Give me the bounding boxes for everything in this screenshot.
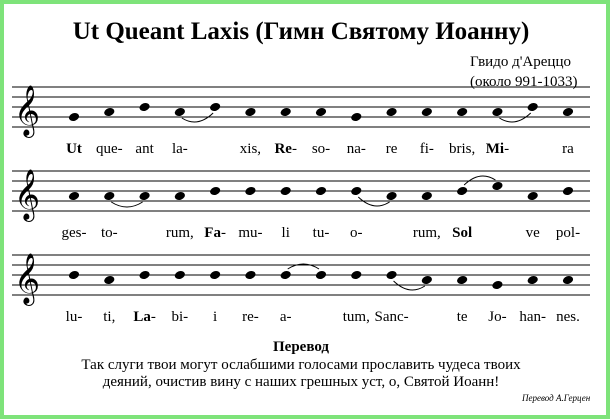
lyric-syllable: na- — [346, 141, 366, 157]
lyric-syllable: ant — [135, 141, 154, 157]
lyric-syllable: Sanc- — [374, 309, 409, 325]
note-head — [527, 102, 539, 113]
lyric-syllable: te — [456, 309, 468, 325]
lyric-syllable: tum, — [342, 309, 370, 325]
note-head — [385, 270, 397, 281]
lyric-syllable: Sol — [452, 225, 473, 241]
page-title: Ut Queant Laxis (Гимн Святому Иоанну) — [72, 18, 530, 45]
lyric-syllable: bris, — [449, 141, 476, 157]
lyric-syllable: la- — [171, 141, 188, 157]
note-head — [209, 186, 221, 197]
note-head — [385, 107, 397, 118]
lyric-syllable: li — [281, 225, 290, 241]
lyric-syllable: fi- — [419, 141, 434, 157]
treble-clef-icon: 𝄞 — [14, 253, 41, 304]
lyric-syllable: i — [213, 309, 218, 325]
note-head — [315, 186, 327, 197]
staff-system — [12, 169, 590, 241]
composer-dates: (около 991-1033) — [470, 74, 578, 90]
note-head — [385, 191, 397, 202]
note-head — [174, 107, 186, 118]
lyric-syllable: rum, — [412, 225, 441, 241]
translation-line-1: Так слуги твои могут ослабшими голосами прославить чудеса твоих — [81, 357, 521, 373]
lyric-syllable: Fa- — [204, 225, 226, 241]
lyric-syllable: re — [385, 141, 398, 157]
lyric-syllable: que- — [95, 141, 123, 157]
note-head — [421, 275, 433, 286]
note-head — [280, 270, 292, 281]
note-head — [350, 186, 362, 197]
note-head — [456, 107, 468, 118]
note-head — [138, 270, 150, 281]
note-head — [244, 107, 256, 118]
note-head — [527, 275, 539, 286]
lyric-syllable: ra — [562, 141, 574, 157]
note-head — [280, 107, 292, 118]
lyric-syllable: nes. — [556, 309, 580, 325]
note-head — [350, 112, 362, 123]
lyric-syllable: Ut — [66, 141, 82, 157]
lyric-syllable: mu- — [238, 225, 263, 241]
translation-heading: Перевод — [273, 339, 329, 355]
note-head — [244, 270, 256, 281]
translation-text — [0, 357, 602, 391]
note-head — [315, 107, 327, 118]
lyric-syllable: so- — [311, 141, 331, 157]
note-head — [174, 270, 186, 281]
lyric-syllable: han- — [519, 309, 547, 325]
note-head — [68, 112, 80, 123]
lyric-syllable: La- — [133, 309, 156, 325]
note-head — [103, 107, 115, 118]
note-head — [244, 186, 256, 197]
translation-line-2: деяний, очистив вину с наших грешных уст, о, Святой Иоанн! — [102, 374, 500, 390]
lyric-syllable: tu- — [312, 225, 330, 241]
note-head — [68, 270, 80, 281]
lyric-syllable: a- — [279, 309, 292, 325]
lyric-syllable: bi- — [171, 309, 189, 325]
note-head — [103, 275, 115, 286]
staff-system — [12, 85, 590, 157]
note-head — [280, 186, 292, 197]
lyric-syllable: re- — [242, 309, 259, 325]
lyric-syllable: ges- — [61, 225, 87, 241]
note-head — [68, 191, 80, 202]
lyric-syllable: pol- — [555, 225, 581, 241]
note-head — [491, 181, 503, 192]
note-head — [491, 280, 503, 291]
lyric-syllable: Jo- — [488, 309, 507, 325]
lyric-syllable: Mi- — [485, 141, 510, 157]
note-head — [491, 107, 503, 118]
note-head — [103, 191, 115, 202]
treble-clef-icon: 𝄞 — [14, 85, 41, 136]
lyric-syllable: o- — [350, 225, 363, 241]
slur — [111, 202, 142, 207]
note-head — [174, 191, 186, 202]
note-head — [209, 102, 221, 113]
note-head — [421, 107, 433, 118]
note-head — [350, 270, 362, 281]
treble-clef-icon: 𝄞 — [14, 169, 41, 220]
lyric-syllable: Re- — [274, 141, 297, 157]
lyric-syllable: rum, — [165, 225, 194, 241]
translation-credit: Перевод А.Герцен — [522, 393, 591, 403]
note-head — [138, 191, 150, 202]
note-head — [209, 270, 221, 281]
note-head — [527, 191, 539, 202]
lyric-syllable: lu- — [65, 309, 83, 325]
lyric-syllable: to- — [100, 225, 118, 241]
lyric-syllable: ti, — [103, 309, 116, 325]
note-head — [562, 107, 574, 118]
note-head — [562, 275, 574, 286]
lyric-syllable: xis, — [239, 141, 262, 157]
note-head — [315, 270, 327, 281]
note-head — [456, 186, 468, 197]
composer-name: Гвидо д'Ареццо — [470, 54, 571, 70]
staff-system — [12, 253, 590, 325]
note-head — [138, 102, 150, 113]
lyric-syllable: ve — [525, 225, 540, 241]
note-head — [456, 275, 468, 286]
note-head — [421, 191, 433, 202]
note-head — [562, 186, 574, 197]
